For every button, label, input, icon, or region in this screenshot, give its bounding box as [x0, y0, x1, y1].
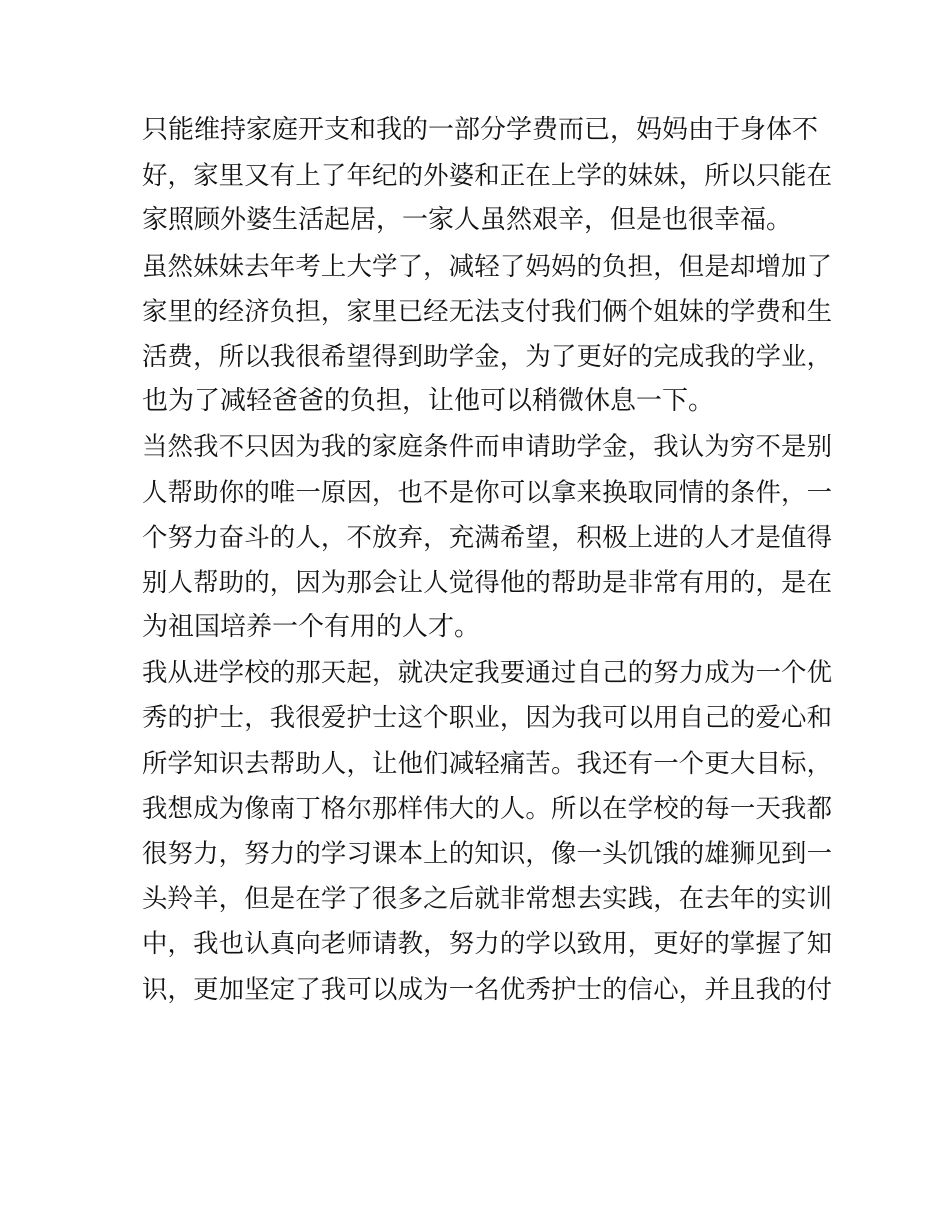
text-line: 好，家里又有上了年纪的外婆和正在上学的妹妹，所以只能在	[142, 160, 832, 191]
text-line: 当然我不只因为我的家庭条件而申请助学金，我认为穷不是别	[142, 431, 832, 462]
text-line: 家照顾外婆生活起居，一家人虽然艰辛，但是也很幸福。	[142, 205, 793, 236]
text-line: 很努力，努力的学习课本上的知识，像一头饥饿的雄狮见到一	[142, 838, 832, 868]
text-line: 别人帮助的，因为那会让人觉得他的帮助是非常有用的，是在	[142, 566, 832, 597]
text-line: 所学知识去帮助人，让他们减轻痛苦。我还有一个更大目标，	[142, 747, 832, 778]
text-line: 人帮助你的唯一原因，也不是你可以拿来换取同情的条件，一	[142, 476, 832, 507]
text-line: 为祖国培养一个有用的人才。	[142, 612, 481, 643]
text-line: 家里的经济负担，家里已经无法支付我们俩个姐妹的学费和生	[142, 295, 832, 326]
text-line: 中，我也认真向老师请教，努力的学以致用，更好的掌握了知	[142, 928, 832, 959]
text-line: 识，更加坚定了我可以成为一名优秀护士的信心，并且我的付	[142, 973, 832, 1004]
text-line: 我想成为像南丁格尔那样伟大的人。所以在学校的每一天我都	[142, 792, 832, 823]
text-line: 秀的护士，我很爱护士这个职业，因为我可以用自己的爱心和	[142, 702, 832, 733]
text-line: 活费，所以我很希望得到助学金，为了更好的完成我的学业，	[142, 340, 832, 371]
text-line: 头羚羊，但是在学了很多之后就非常想去实践，在去年的实训	[142, 883, 832, 914]
text-line: 只能维持家庭开支和我的一部分学费而已，妈妈由于身体不	[142, 115, 819, 145]
text-line: 我从进学校的那天起，就决定我要通过自己的努力成为一个优	[142, 657, 832, 688]
text-line: 也为了减轻爸爸的负担，让他可以稍微休息一下。	[142, 386, 715, 417]
text-line: 个努力奋斗的人，不放弃，充满希望，积极上进的人才是值得	[142, 521, 832, 552]
text-line: 虽然妹妹去年考上大学了，减轻了妈妈的负担，但是却增加了	[142, 250, 832, 281]
body-text	[142, 108, 832, 1012]
